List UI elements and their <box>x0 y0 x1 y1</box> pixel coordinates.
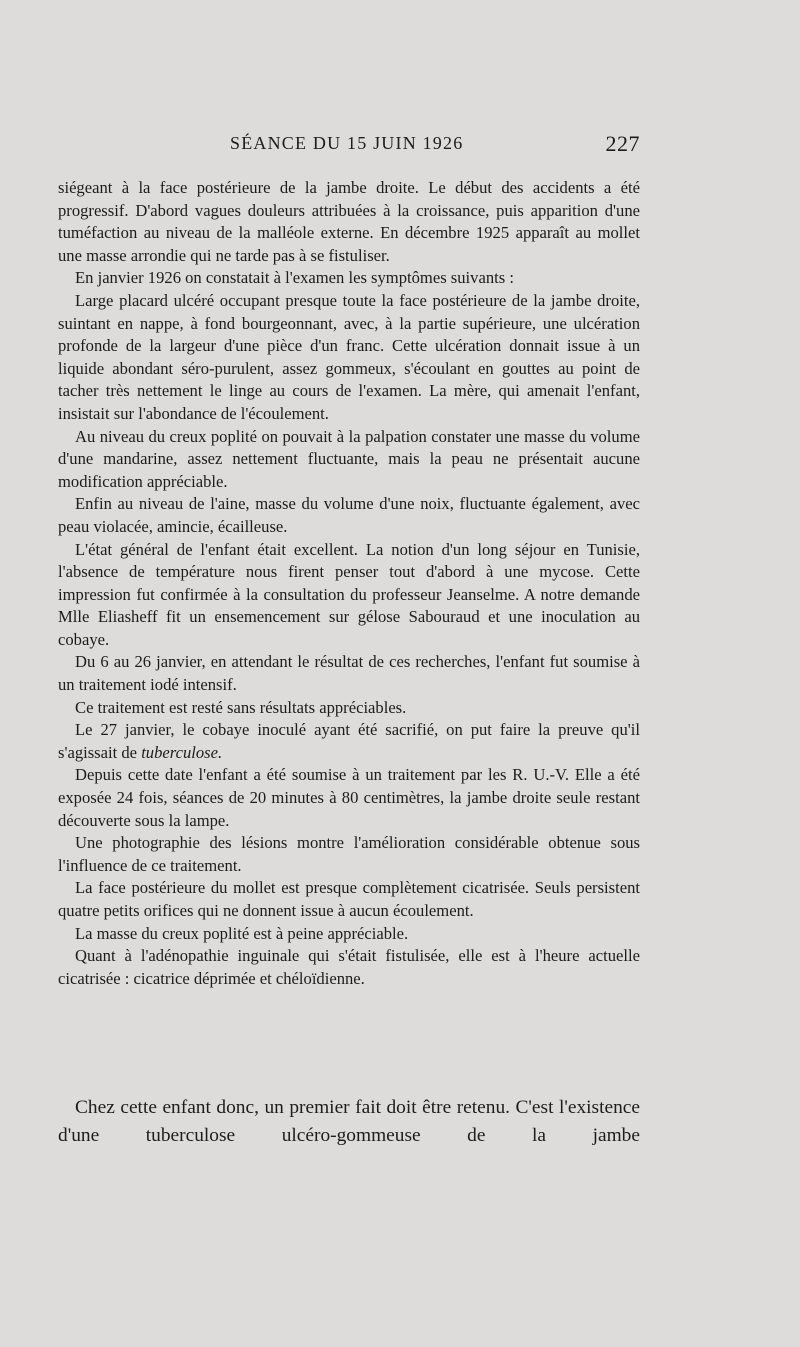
paragraph-8: Ce traitement est resté sans résultats appréciables. <box>75 697 407 717</box>
paragraph-14: Quant à l'adénopathie inguinale qui s'était fistulisée, elle est à l'heure actuelle cicatrisée : cicatrice déprimée et chéloïdienne. <box>58 946 640 988</box>
page-header <box>58 131 640 161</box>
conclusion-text <box>58 1094 640 1150</box>
paragraph-2: En janvier 1926 on constatait à l'examen les symptômes suivants : <box>75 268 514 288</box>
paragraph-5: Enfin au niveau de l'aine, masse du volume d'une noix, fluctuante également, avec peau violacée, amincie, écailleuse. <box>58 494 640 536</box>
paragraph-7: Du 6 au 26 janvier, en attendant le résultat de ces recherches, l'enfant fut soumise à un traitement iodé intensif. <box>58 652 640 695</box>
paragraph-10: Depuis cette date l'enfant a été soumise à un traitement par les R. U.-V. Elle a été exposée 24 fois, séances de 20 minutes à 80 centimètres, la jambe droite seule restant découverte sous la lampe. <box>58 765 640 830</box>
body-text <box>58 177 640 990</box>
paragraph-12: La face postérieure du mollet est presque complètement cicatrisée. Seuls persistent quatre petits orifices qui ne donnent issue à aucun écoulement. <box>58 878 640 920</box>
paragraph-9-text: Le 27 janvier, le cobaye inoculé ayant été sacrifié, on put faire la preuve qu'il s'agissait de <box>58 720 640 762</box>
paragraph-9-italic: tuberculose. <box>141 742 223 762</box>
paragraph-1: siégeant à la face postérieure de la jambe droite. Le début des accidents a été progressif. D'abord vagues douleurs attribuées à la croissance, puis apparition d'une tuméfaction au niveau de la malléole externe. En décembre 1925 apparaît au mollet une masse arrondie qui ne tarde pas à se fistuliser. <box>58 178 640 265</box>
running-title: SÉANCE DU 15 JUIN 1926 <box>230 133 464 153</box>
paragraph-13: La masse du creux poplité est à peine appréciable. <box>75 923 409 943</box>
paragraph-11: Une photographie des lésions montre l'amélioration considérable obtenue sous l'influence de ce traitement. <box>58 833 640 875</box>
paragraph-3: Large placard ulcéré occupant presque toute la face postérieure de la jambe droite, suintant en nappe, à fond bourgeonnant, avec, à la partie supérieure, une ulcération profonde de la largeur d'une pièce d'un franc. Cette ulcération donnait issue à un liquide abondant séro-purulent, assez gommeux, s'écoulant en gouttes au point de tacher très nettement le linge au cours de l'examen. La mère, qui amenait l'enfant, insistait sur l'abondance de l'écoulement. <box>58 290 640 423</box>
paragraph-9 <box>58 719 640 764</box>
paragraph-4: Au niveau du creux poplité on pouvait à la palpation constater une masse du volume d'une mandarine, assez nettement fluctuante, mais la peau ne présentait aucune modification appréciable. <box>58 426 640 491</box>
page-number: 227 <box>605 131 640 156</box>
paragraph-6: L'état général de l'enfant était excellent. La notion d'un long séjour en Tunisie, l'absence de température nous firent penser tout d'abord à une mycose. Cette impression fut confirmée à la consultation du professeur Jeanselme. A notre demande Mlle Eliasheff fit un ensemencement sur gélose Sabouraud et une inoculation au cobaye. <box>58 539 640 649</box>
conclusion-paragraph: Chez cette enfant donc, un premier fait doit être retenu. C'est l'existence d'une tuberculose ulcéro-gommeuse de la jambe <box>58 1097 640 1146</box>
